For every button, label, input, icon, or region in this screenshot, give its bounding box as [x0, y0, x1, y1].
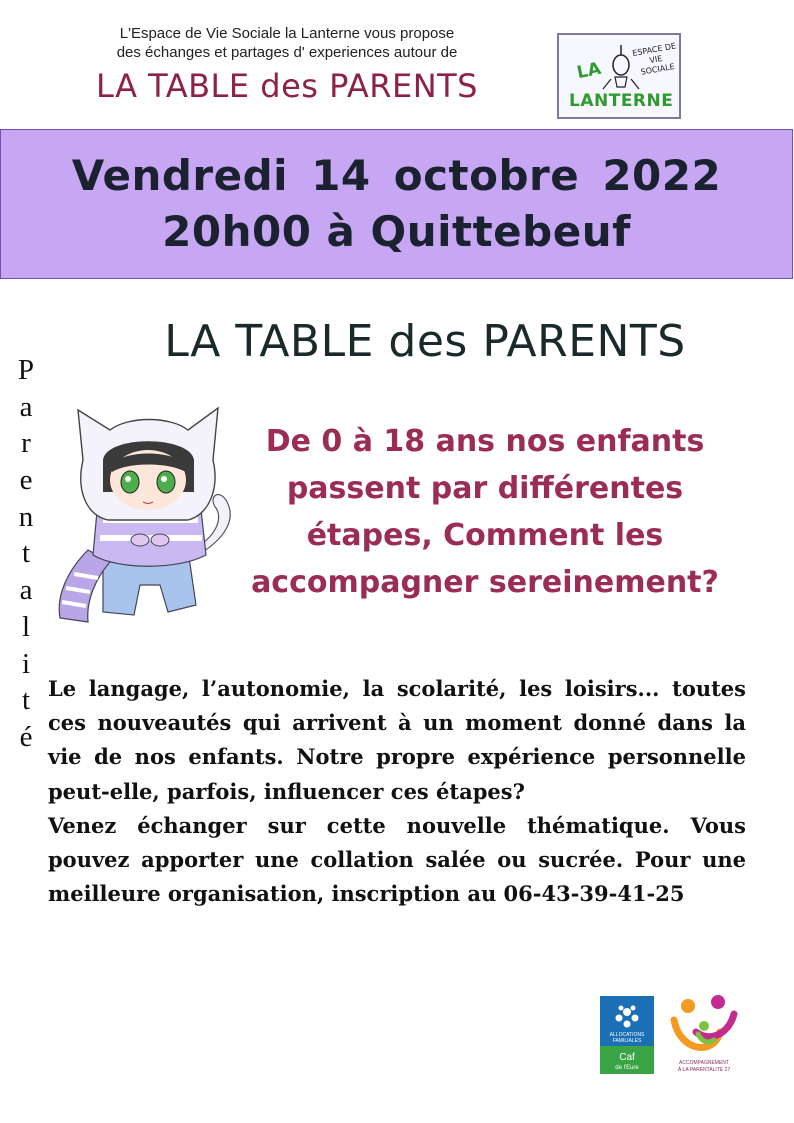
reaap-text: À LA PARENTALITÉ 27 [677, 1067, 731, 1073]
lanterne-logo-icon [557, 33, 681, 119]
vertical-letter: é [19, 720, 33, 753]
intro-title: LA TABLE des PARENTS [96, 67, 478, 105]
vertical-word-parentalite [8, 352, 44, 756]
logo-lanterne-text: LANTERNE [569, 91, 674, 111]
vertical-letter: e [19, 464, 33, 497]
parentality-logo-icon [668, 992, 740, 1076]
caf-text: de l'Eure [615, 1065, 639, 1071]
main-title: LA TABLE des PARENTS [164, 316, 686, 367]
banner-date: Vendredi 14 octobre 2022 [71, 151, 722, 200]
vertical-letter: n [18, 500, 34, 533]
body-text [48, 672, 746, 911]
vertical-letter: a [19, 574, 33, 607]
logo-la-text: LA [575, 58, 603, 84]
intro-line-1: L'Espace de Vie Sociale la Lanterne vous propose [119, 25, 455, 42]
vertical-letter: P [17, 354, 35, 386]
caf-text: ALLOCATIONS [609, 1032, 645, 1038]
banner-time-place: 20h00 à Quittebeuf [162, 207, 631, 256]
intro-line-2: des échanges et partages d' experiences autour de [116, 44, 458, 61]
logo-espace-text: ESPACE DE VIE SOCIALE [631, 41, 677, 77]
question-text [210, 418, 760, 606]
caf-text: Caf [619, 1052, 635, 1063]
body-paragraph-1: Le langage, l’autonomie, la scolarité, les loisirs... toutes ces nouveautés qui arrivent à un moment donné dans la vie de nos enfants. Notre propre expérience personnelle peut-elle, parfois, influencer ces étapes? [48, 676, 746, 804]
caf-text: FAMILIALES [612, 1038, 642, 1044]
vertical-letter: r [21, 427, 31, 460]
reaap-text: ACCOMPAGNEMENT [679, 1060, 729, 1066]
question-line: passent par différentes [286, 471, 684, 506]
date-banner [0, 129, 793, 279]
vertical-letter: t [21, 684, 31, 717]
question-line: accompagner sereinement? [251, 565, 719, 600]
vertical-letter: a [19, 390, 33, 423]
vertical-letter: l [21, 610, 31, 643]
intro-block [52, 24, 522, 106]
vertical-letter: t [21, 537, 31, 570]
caf-logo-icon [600, 996, 654, 1074]
question-line: De 0 à 18 ans nos enfants [265, 424, 705, 459]
body-paragraph-2: Venez échanger sur cette nouvelle thématique. Vous pouvez apporter une collation salée ou sucrée. Pour une meilleure organisation, inscription au 06-43-39-41-25 [48, 812, 746, 907]
vertical-letter: i [21, 647, 31, 680]
question-line: étapes, Comment les [306, 518, 664, 553]
